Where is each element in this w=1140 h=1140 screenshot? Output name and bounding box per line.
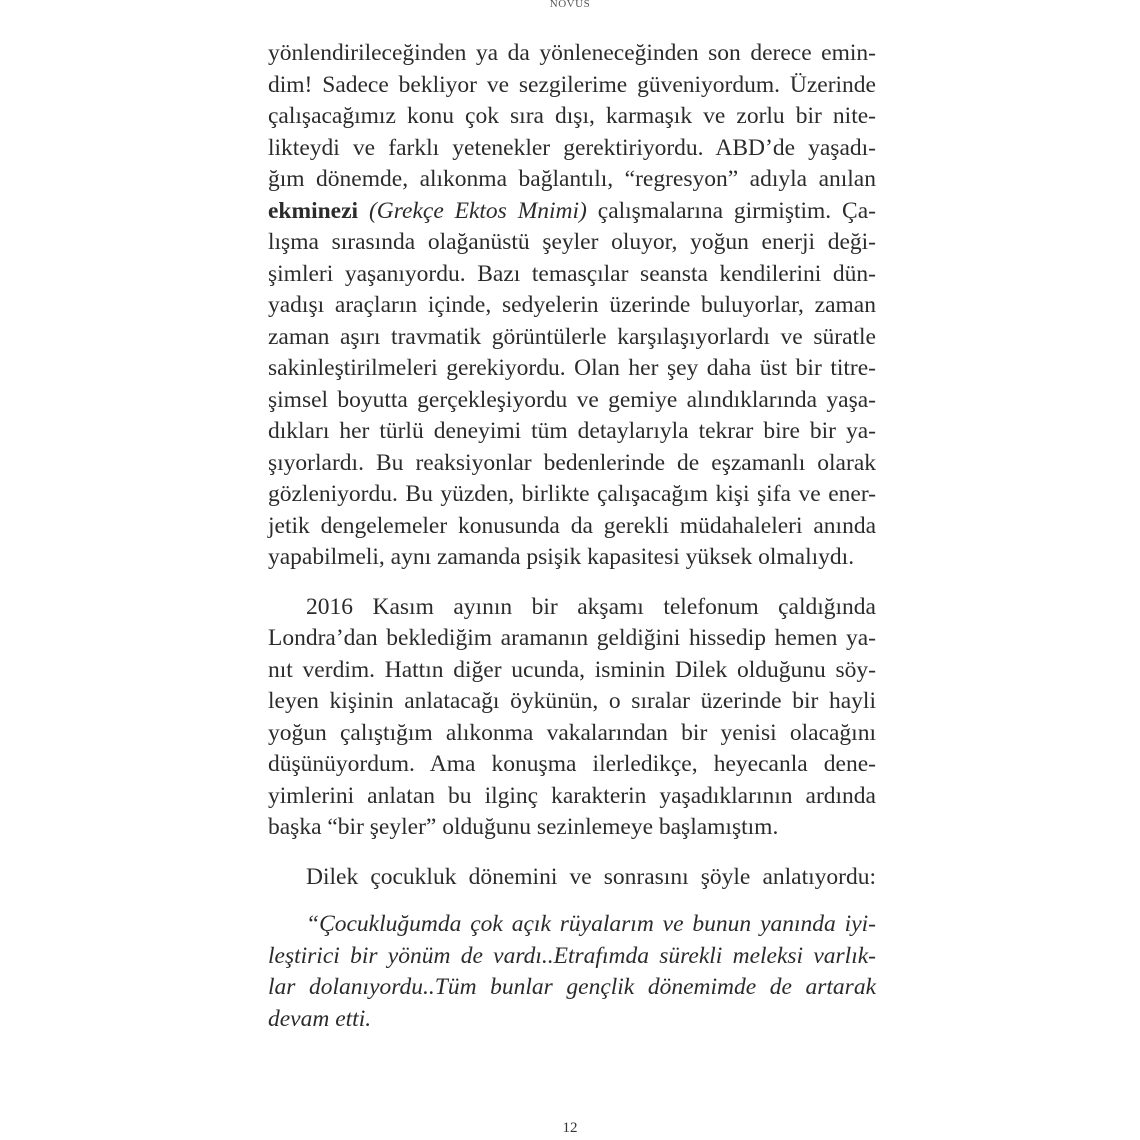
text-line: yadışı araçların içinde, sedyelerin üzerinde buluyorlar, zaman	[268, 292, 876, 318]
text-line: nıt verdim. Hattın diğer ucunda, isminin Dilek olduğunu söy-	[268, 656, 876, 683]
text-line: sakinleştirilmeleri gerekiyordu. Olan her şey daha üst bir titre-	[268, 355, 876, 381]
italic-term: (Grekçe Ektos Mnimi)	[368, 197, 587, 224]
text-line: yönlendirileceğinden ya da yönleneceğinden son derece emin-	[268, 40, 876, 66]
paragraph	[268, 592, 876, 844]
text-line: başka “bir şeyler” olduğunu sezinlemeye başlamıştım.	[268, 814, 779, 840]
quote-paragraph	[268, 909, 876, 1035]
text-line: likteydi ve farklı yetenekler gerektiriyordu. ABD’de yaşadı-	[268, 134, 876, 161]
page-number: 12	[562, 1120, 578, 1136]
text-line: yimlerini anlatan bu ilginç karakterin yaşadıklarının ardında	[268, 782, 876, 809]
text-line: dıkları her türlü deneyimi tüm detaylarıyla tekrar bire bir ya-	[268, 418, 876, 444]
text-line	[268, 196, 876, 228]
text-line: ğım dönemde, alıkonma bağlantılı, “regresyon” adıyla anılan	[268, 166, 876, 192]
text-line: jetik dengelemeler konusunda da gerekli müdahaleleri anında	[268, 512, 876, 539]
text-line: leyen kişinin anlatacağı öykünün, o sıralar üzerinde bir hayli	[268, 688, 876, 714]
text-line: lar dolanıyordu..Tüm bunlar gençlik dönemimde de artarak	[268, 974, 876, 1000]
text-line: 2016 Kasım ayının bir akşamı telefonum çaldığında	[306, 593, 876, 620]
bold-term: ekminezi	[268, 197, 359, 224]
running-head: NOVUS	[549, 0, 591, 10]
text-line: yoğun çalıştığım alıkonma vakalarından bir yenisi olacağını	[268, 719, 876, 746]
text-line: şimleri yaşanıyordu. Bazı temasçılar seansta kendilerini dün-	[268, 260, 876, 287]
text-line: devam etti.	[268, 1005, 372, 1032]
text-line: şıyorlardı. Bu reaksiyonlar bedenlerinde de eşzamanlı olarak	[268, 449, 876, 476]
text-line: şimsel boyutta gerçekleşiyordu ve gemiye alındıklarında yaşa-	[268, 386, 876, 413]
text-line: gözleniyordu. Bu yüzden, birlikte çalışacağım kişi şifa ve ener-	[268, 481, 876, 507]
text-line: “Çocukluğumda çok açık rüyalarım ve bunun yanında iyi-	[306, 911, 876, 937]
text-line: yapabilmeli, aynı zamanda psişik kapasitesi yüksek olmalıydı.	[268, 544, 855, 570]
text-line: Dilek çocukluk dönemini ve sonrasını şöyle anlatıyordu:	[306, 863, 876, 890]
text-line: lışma sırasında olağanüstü şeyler oluyor, yoğun enerji deği-	[268, 229, 876, 255]
text-line: düşünüyordum. Ama konuşma ilerledikçe, heyecanla dene-	[268, 751, 876, 777]
text-line: leştirici bir yönüm de vardı..Etrafımda sürekli meleksi varlık-	[268, 942, 876, 969]
body-text	[268, 38, 876, 1035]
text-line: Londra’dan beklediğim aramanın geldiğini hissedip hemen ya-	[268, 625, 876, 651]
text-line: çalışacağımız konu çok sıra dışı, karmaşık ve zorlu bir nite-	[268, 103, 876, 129]
text-span: çalışmalarına girmiştim. Ça-	[597, 197, 876, 224]
paragraph	[268, 862, 876, 894]
paragraph	[268, 38, 876, 574]
text-line: zaman aşırı travmatik görüntülerle karşılaşıyorlardı ve süratle	[268, 323, 876, 350]
text-line: dim! Sadece bekliyor ve sezgilerime güveniyordum. Üzerinde	[268, 71, 876, 98]
